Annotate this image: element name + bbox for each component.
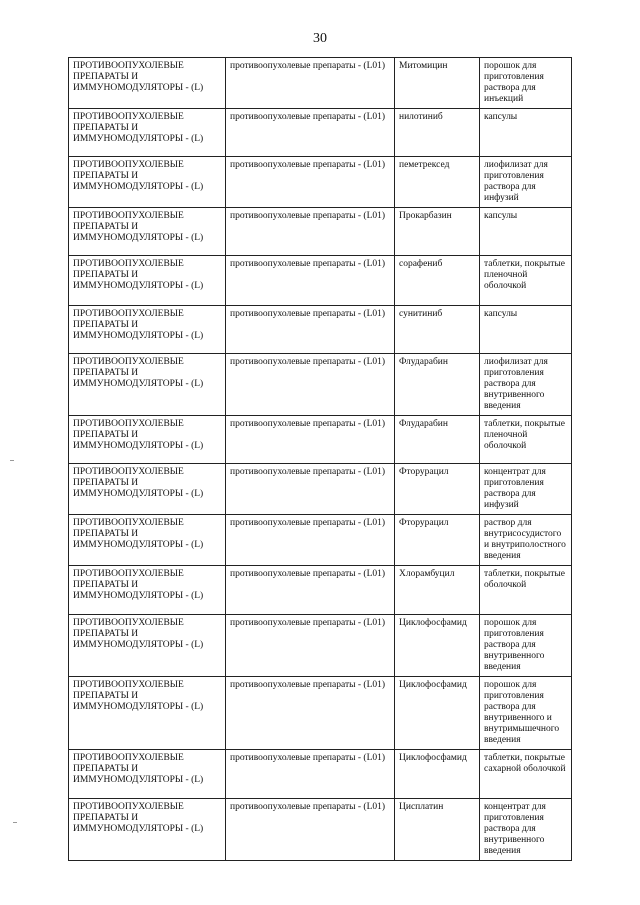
pharm-group-cell: противоопухолевые препараты - (L01) bbox=[226, 799, 395, 861]
dosage-form-cell: лиофилизат для приготовления раствора для внутривенного введения bbox=[480, 354, 572, 416]
pharm-group-cell: противоопухолевые препараты - (L01) bbox=[226, 750, 395, 799]
atc-group-cell: ПРОТИВООПУХОЛЕВЫЕ ПРЕПАРАТЫ И ИММУНОМОДУЛЯТОРЫ - (L) bbox=[69, 464, 226, 515]
drug-name-cell: Циклофосфамид bbox=[395, 677, 480, 750]
dosage-form-cell: таблетки, покрытые пленочной оболочкой bbox=[480, 416, 572, 464]
atc-group-cell: ПРОТИВООПУХОЛЕВЫЕ ПРЕПАРАТЫ И ИММУНОМОДУЛЯТОРЫ - (L) bbox=[69, 515, 226, 566]
drug-name-cell: Фторурацил bbox=[395, 515, 480, 566]
table-row bbox=[69, 799, 572, 861]
pharm-group-cell: противоопухолевые препараты - (L01) bbox=[226, 615, 395, 677]
atc-group-cell: ПРОТИВООПУХОЛЕВЫЕ ПРЕПАРАТЫ И ИММУНОМОДУЛЯТОРЫ - (L) bbox=[69, 677, 226, 750]
table-row bbox=[69, 464, 572, 515]
pharm-group-cell: противоопухолевые препараты - (L01) bbox=[226, 208, 395, 256]
atc-group-cell: ПРОТИВООПУХОЛЕВЫЕ ПРЕПАРАТЫ И ИММУНОМОДУЛЯТОРЫ - (L) bbox=[69, 256, 226, 306]
dosage-form-cell: таблетки, покрытые пленочной оболочкой bbox=[480, 256, 572, 306]
dosage-form-cell: капсулы bbox=[480, 208, 572, 256]
page-number: 30 bbox=[313, 31, 327, 46]
atc-group-cell: ПРОТИВООПУХОЛЕВЫЕ ПРЕПАРАТЫ И ИММУНОМОДУЛЯТОРЫ - (L) bbox=[69, 615, 226, 677]
table-row bbox=[69, 109, 572, 157]
atc-group-cell: ПРОТИВООПУХОЛЕВЫЕ ПРЕПАРАТЫ И ИММУНОМОДУЛЯТОРЫ - (L) bbox=[69, 354, 226, 416]
dosage-form-cell: раствор для внутрисосудистого и внутриполостного введения bbox=[480, 515, 572, 566]
dosage-form-cell: таблетки, покрытые сахарной оболочкой bbox=[480, 750, 572, 799]
atc-group-cell: ПРОТИВООПУХОЛЕВЫЕ ПРЕПАРАТЫ И ИММУНОМОДУЛЯТОРЫ - (L) bbox=[69, 208, 226, 256]
atc-group-cell: ПРОТИВООПУХОЛЕВЫЕ ПРЕПАРАТЫ И ИММУНОМОДУЛЯТОРЫ - (L) bbox=[69, 157, 226, 208]
pharm-group-cell: противоопухолевые препараты - (L01) bbox=[226, 157, 395, 208]
dosage-form-cell: порошок для приготовления раствора для внутривенного введения bbox=[480, 615, 572, 677]
dosage-form-cell: капсулы bbox=[480, 306, 572, 354]
drug-name-cell: Митомицин bbox=[395, 58, 480, 109]
drug-name-cell: нилотиниб bbox=[395, 109, 480, 157]
pharm-group-cell: противоопухолевые препараты - (L01) bbox=[226, 515, 395, 566]
table-row bbox=[69, 256, 572, 306]
atc-group-cell: ПРОТИВООПУХОЛЕВЫЕ ПРЕПАРАТЫ И ИММУНОМОДУЛЯТОРЫ - (L) bbox=[69, 416, 226, 464]
drug-table bbox=[68, 57, 572, 861]
drug-name-cell: Цисплатин bbox=[395, 799, 480, 861]
pharm-group-cell: противоопухолевые препараты - (L01) bbox=[226, 566, 395, 615]
drug-name-cell: Прокарбазин bbox=[395, 208, 480, 256]
dosage-form-cell: порошок для приготовления раствора для инъекций bbox=[480, 58, 572, 109]
drug-name-cell: сорафениб bbox=[395, 256, 480, 306]
drug-name-cell: Флударабин bbox=[395, 354, 480, 416]
table-row bbox=[69, 615, 572, 677]
table-row bbox=[69, 208, 572, 256]
pharm-group-cell: противоопухолевые препараты - (L01) bbox=[226, 109, 395, 157]
drug-table-body bbox=[69, 58, 572, 861]
atc-group-cell: ПРОТИВООПУХОЛЕВЫЕ ПРЕПАРАТЫ И ИММУНОМОДУЛЯТОРЫ - (L) bbox=[69, 566, 226, 615]
scan-mark-bottom-left bbox=[13, 822, 17, 823]
pharm-group-cell: противоопухолевые препараты - (L01) bbox=[226, 416, 395, 464]
dosage-form-cell: концентрат для приготовления раствора для инфузий bbox=[480, 464, 572, 515]
pharm-group-cell: противоопухолевые препараты - (L01) bbox=[226, 354, 395, 416]
dosage-form-cell: лиофилизат для приготовления раствора для инфузий bbox=[480, 157, 572, 208]
pharm-group-cell: противоопухолевые препараты - (L01) bbox=[226, 677, 395, 750]
table-row bbox=[69, 677, 572, 750]
atc-group-cell: ПРОТИВООПУХОЛЕВЫЕ ПРЕПАРАТЫ И ИММУНОМОДУЛЯТОРЫ - (L) bbox=[69, 306, 226, 354]
drug-name-cell: Фторурацил bbox=[395, 464, 480, 515]
atc-group-cell: ПРОТИВООПУХОЛЕВЫЕ ПРЕПАРАТЫ И ИММУНОМОДУЛЯТОРЫ - (L) bbox=[69, 750, 226, 799]
atc-group-cell: ПРОТИВООПУХОЛЕВЫЕ ПРЕПАРАТЫ И ИММУНОМОДУЛЯТОРЫ - (L) bbox=[69, 58, 226, 109]
table-row bbox=[69, 416, 572, 464]
table-row bbox=[69, 157, 572, 208]
drug-name-cell: сунитиниб bbox=[395, 306, 480, 354]
drug-name-cell: пеметрексед bbox=[395, 157, 480, 208]
drug-name-cell: Флударабин bbox=[395, 416, 480, 464]
dosage-form-cell: порошок для приготовления раствора для внутривенного и внутримышечного введения bbox=[480, 677, 572, 750]
table-row bbox=[69, 515, 572, 566]
table-row bbox=[69, 306, 572, 354]
table-row bbox=[69, 354, 572, 416]
table-row bbox=[69, 58, 572, 109]
atc-group-cell: ПРОТИВООПУХОЛЕВЫЕ ПРЕПАРАТЫ И ИММУНОМОДУЛЯТОРЫ - (L) bbox=[69, 109, 226, 157]
dosage-form-cell: капсулы bbox=[480, 109, 572, 157]
dosage-form-cell: таблетки, покрытые оболочкой bbox=[480, 566, 572, 615]
dosage-form-cell: концентрат для приготовления раствора для внутривенного введения bbox=[480, 799, 572, 861]
drug-name-cell: Циклофосфамид bbox=[395, 615, 480, 677]
drug-name-cell: Хлорамбуцил bbox=[395, 566, 480, 615]
pharm-group-cell: противоопухолевые препараты - (L01) bbox=[226, 464, 395, 515]
table-row bbox=[69, 750, 572, 799]
pharm-group-cell: противоопухолевые препараты - (L01) bbox=[226, 58, 395, 109]
atc-group-cell: ПРОТИВООПУХОЛЕВЫЕ ПРЕПАРАТЫ И ИММУНОМОДУЛЯТОРЫ - (L) bbox=[69, 799, 226, 861]
pharm-group-cell: противоопухолевые препараты - (L01) bbox=[226, 256, 395, 306]
table-row bbox=[69, 566, 572, 615]
pharm-group-cell: противоопухолевые препараты - (L01) bbox=[226, 306, 395, 354]
drug-name-cell: Циклофосфамид bbox=[395, 750, 480, 799]
scan-mark-left bbox=[10, 460, 14, 461]
